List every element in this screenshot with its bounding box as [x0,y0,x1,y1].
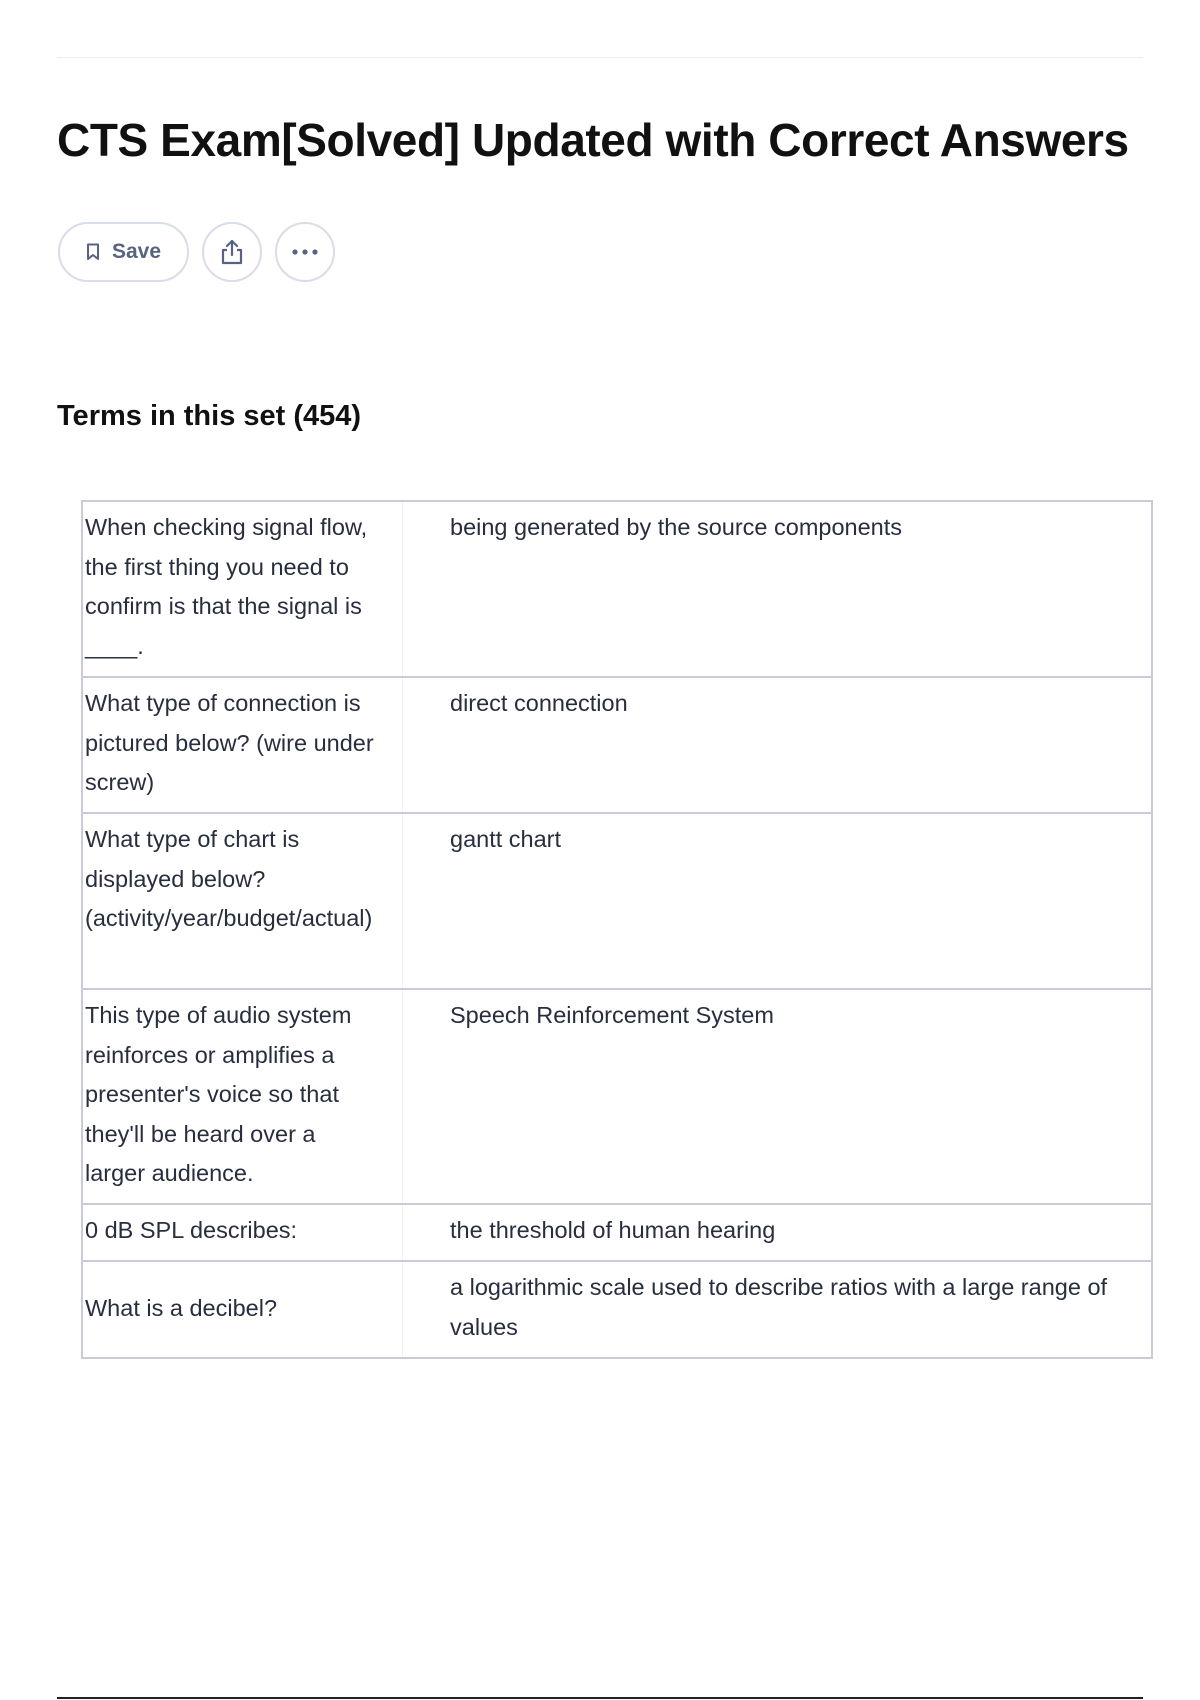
term-row [83,678,1151,814]
term-text: What type of chart is displayed below? (activity/year/budget/actual) [83,814,403,988]
definition-text: being generated by the source components [450,514,903,540]
bookmark-icon [86,243,100,261]
page-title: CTS Exam[Solved] Updated with Correct Answers [57,114,1129,166]
definition-text: direct connection [450,690,628,716]
term-row [83,814,1151,990]
more-options-button[interactable] [275,222,335,282]
top-divider [57,57,1143,58]
save-button[interactable] [58,222,189,282]
terms-table [81,500,1153,1359]
definition-text: gantt chart [450,826,562,852]
more-icon [291,248,319,256]
term-text: 0 dB SPL describes: [83,1205,403,1260]
term-text: What type of connection is pictured below? (wire under screw) [83,678,403,812]
definition-text: Speech Reinforcement System [450,1002,774,1028]
share-button[interactable] [202,222,262,282]
term-row [83,1205,1151,1262]
term-row [83,502,1151,678]
bottom-divider [57,1697,1143,1699]
term-text: When checking signal flow, the first thing you need to confirm is that the signal is ____. [83,502,403,676]
term-row [83,1262,1151,1359]
share-icon [219,238,245,266]
definition-text: the threshold of human hearing [450,1217,776,1243]
term-text: This type of audio system reinforces or amplifies a presenter's voice so that they'll be heard over a larger audience. [83,990,403,1203]
definition-text: a logarithmic scale used to describe ratios with a large range of values [450,1274,1108,1340]
term-row [83,990,1151,1205]
terms-heading: Terms in this set (454) [57,400,362,432]
term-text: What is a decibel? [83,1262,403,1357]
save-label: Save [111,240,162,263]
action-bar [58,222,335,282]
